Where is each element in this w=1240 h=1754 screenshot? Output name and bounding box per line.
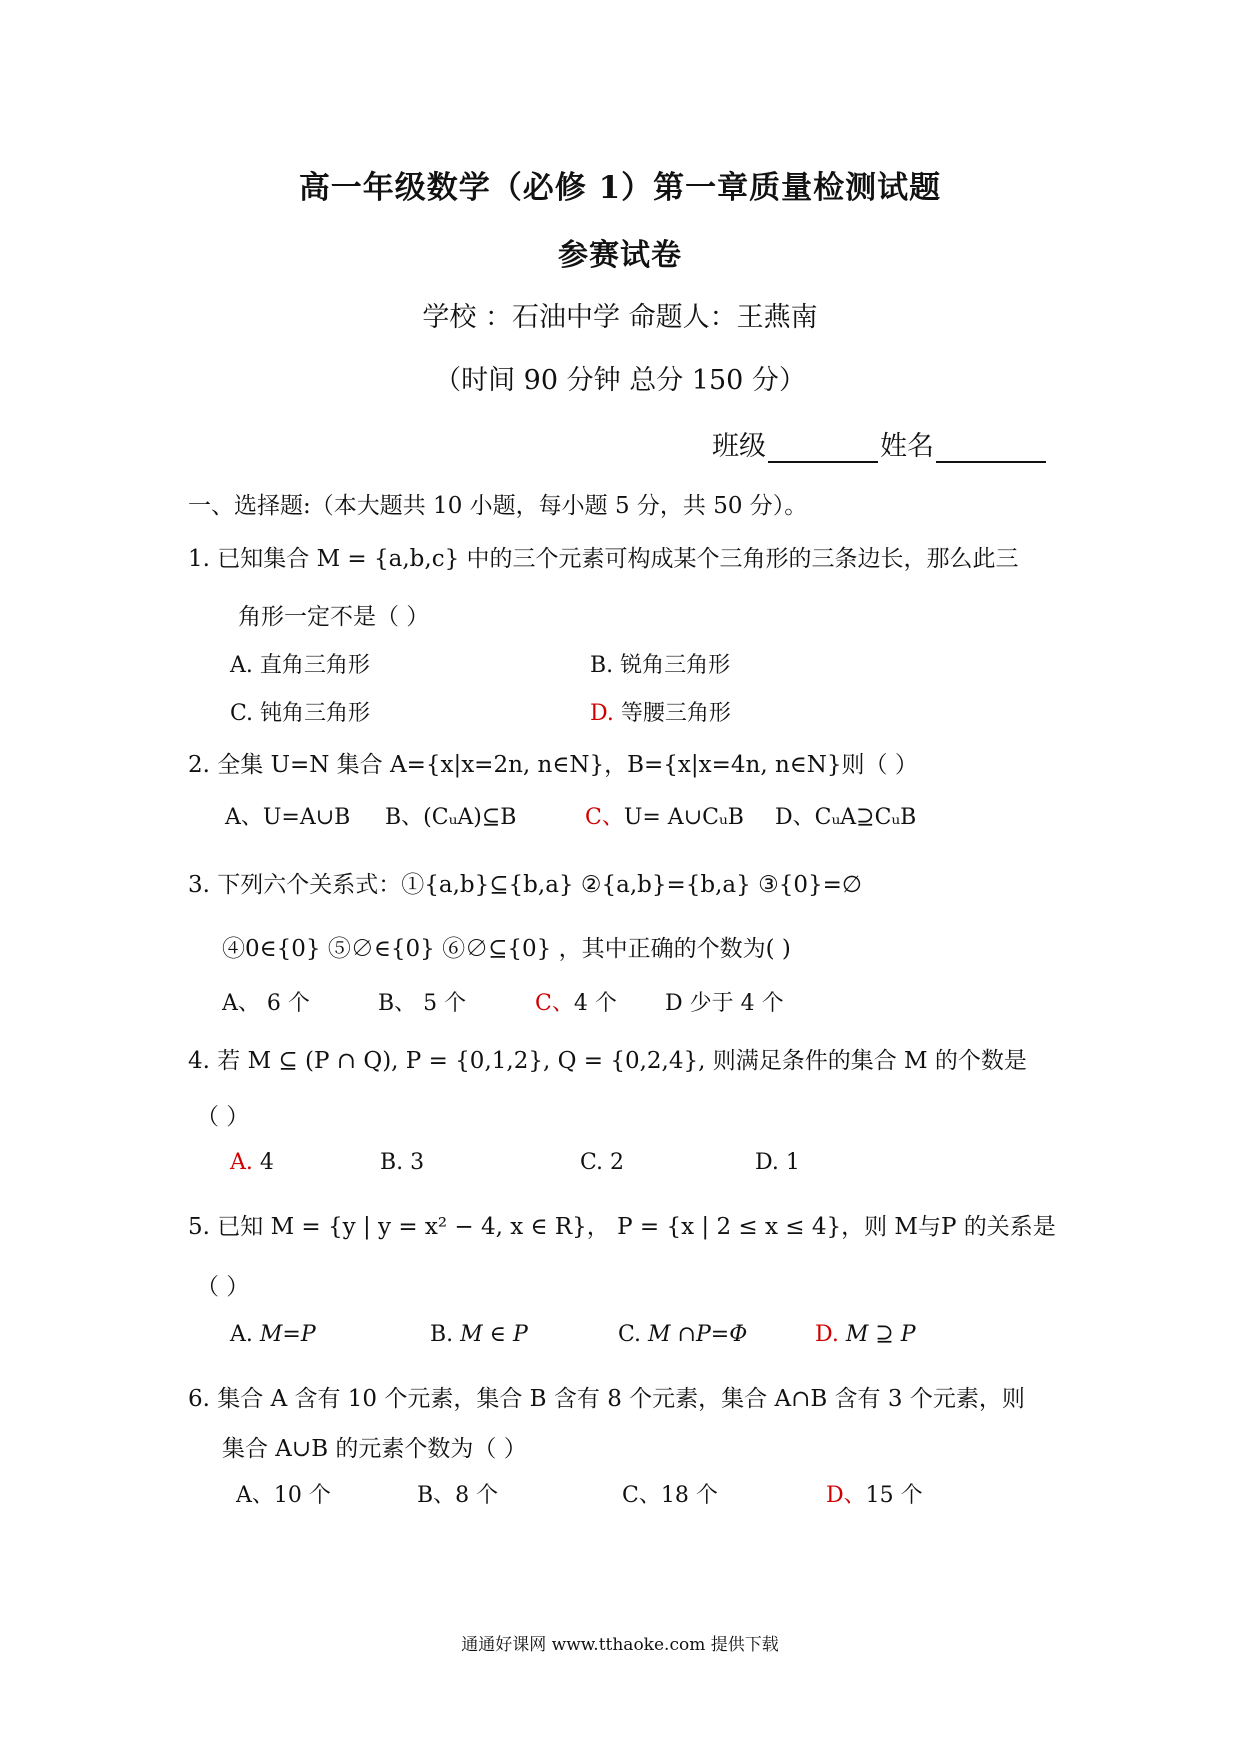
name-blank — [936, 437, 1046, 463]
time-line: （时间 90 分钟 总分 150 分） — [434, 365, 806, 396]
q5-option-c: C. M ∩P=Φ — [618, 1322, 748, 1347]
question-3-stem-cont: ④0∈{0} ⑤∅∈{0} ⑥∅⊆{0} ，其中正确的个数为( ) — [222, 936, 791, 962]
section-heading: 一、选择题:（本大题共 10 小题，每小题 5 分，共 50 分）。 — [188, 493, 808, 519]
question-6-stem-cont: 集合 A∪B 的元素个数为（ ） — [222, 1436, 527, 1462]
question-3-stem: 3. 下列六个关系式：①{a,b}⊆{b,a} ②{a,b}={b,a} ③{0}=∅ — [188, 872, 862, 898]
q6-option-c: C、18 个 — [622, 1483, 718, 1508]
question-1-stem: 1. 已知集合 M = {a,b,c} 中的三个元素可构成某个三角形的三条边长，那么此三 — [188, 546, 1019, 572]
q4-option-a: A. 4 — [230, 1150, 274, 1175]
question-2-stem: 2. 全集 U=N 集合 A={x|x=2n, n∈N}，B={x|x=4n, n∈N}则（ ） — [188, 752, 918, 778]
page-footer: 通通好课网 www.tthaoke.com 提供下载 — [461, 1635, 779, 1655]
q6-option-d: D、15 个 — [826, 1483, 923, 1508]
q3-option-b: B、 5 个 — [378, 991, 467, 1016]
student-info — [712, 424, 1048, 463]
name-label: 姓名 — [880, 431, 934, 462]
class-blank — [768, 437, 878, 463]
q6-option-b: B、8 个 — [417, 1483, 499, 1508]
question-1-stem-cont: 角形一定不是（ ） — [238, 604, 430, 630]
q4-option-d: D. 1 — [755, 1150, 800, 1175]
exam-title: 高一年级数学（必修 1）第一章质量检测试题 — [298, 170, 942, 206]
q2-option-c: C、U= A∪CᵤB — [585, 805, 744, 830]
school-line: 学校 ：石油中学 命题人：王燕南 — [422, 302, 818, 333]
question-5-stem: 5. 已知 M = {y | y = x² − 4, x ∈ R}， P = {x | 2 ≤ x ≤ 4}，则 M与P 的关系是 — [188, 1214, 1056, 1240]
q3-option-c: C、4 个 — [535, 991, 617, 1016]
q4-option-b: B. 3 — [380, 1150, 425, 1175]
q2-option-a: A、U=A∪B — [225, 805, 351, 830]
q4-option-c: C. 2 — [580, 1150, 625, 1175]
q6-option-a: A、10 个 — [236, 1483, 331, 1508]
exam-subtitle: 参赛试卷 — [558, 238, 682, 273]
question-6-stem: 6. 集合 A 含有 10 个元素，集合 B 含有 8 个元素，集合 A∩B 含有 3 个元素，则 — [188, 1386, 1025, 1412]
question-5-stem-cont: （ ） — [196, 1274, 250, 1300]
q5-option-a: A. M=P — [230, 1322, 316, 1347]
q3-option-d: D 少于 4 个 — [665, 991, 784, 1016]
q1-option-b: B. 锐角三角形 — [590, 653, 731, 678]
q2-option-b: B、(CᵤA)⊆B — [385, 805, 517, 830]
q1-option-a: A. 直角三角形 — [230, 653, 370, 678]
q2-option-d: D、CᵤA⊇CᵤB — [775, 805, 917, 830]
class-label: 班级 — [712, 431, 766, 462]
q1-option-c: C. 钝角三角形 — [230, 701, 371, 726]
question-4-stem: 4. 若 M ⊆ (P ∩ Q), P = {0,1,2}, Q = {0,2,4}, 则满足条件的集合 M 的个数是 — [188, 1048, 1027, 1074]
question-4-stem-cont: （ ） — [196, 1104, 250, 1130]
q5-option-d: D. M ⊇ P — [815, 1322, 916, 1347]
q1-option-d: D. 等腰三角形 — [590, 701, 731, 726]
q5-option-b: B. M ∈ P — [430, 1322, 528, 1347]
q3-option-a: A、 6 个 — [222, 991, 310, 1016]
